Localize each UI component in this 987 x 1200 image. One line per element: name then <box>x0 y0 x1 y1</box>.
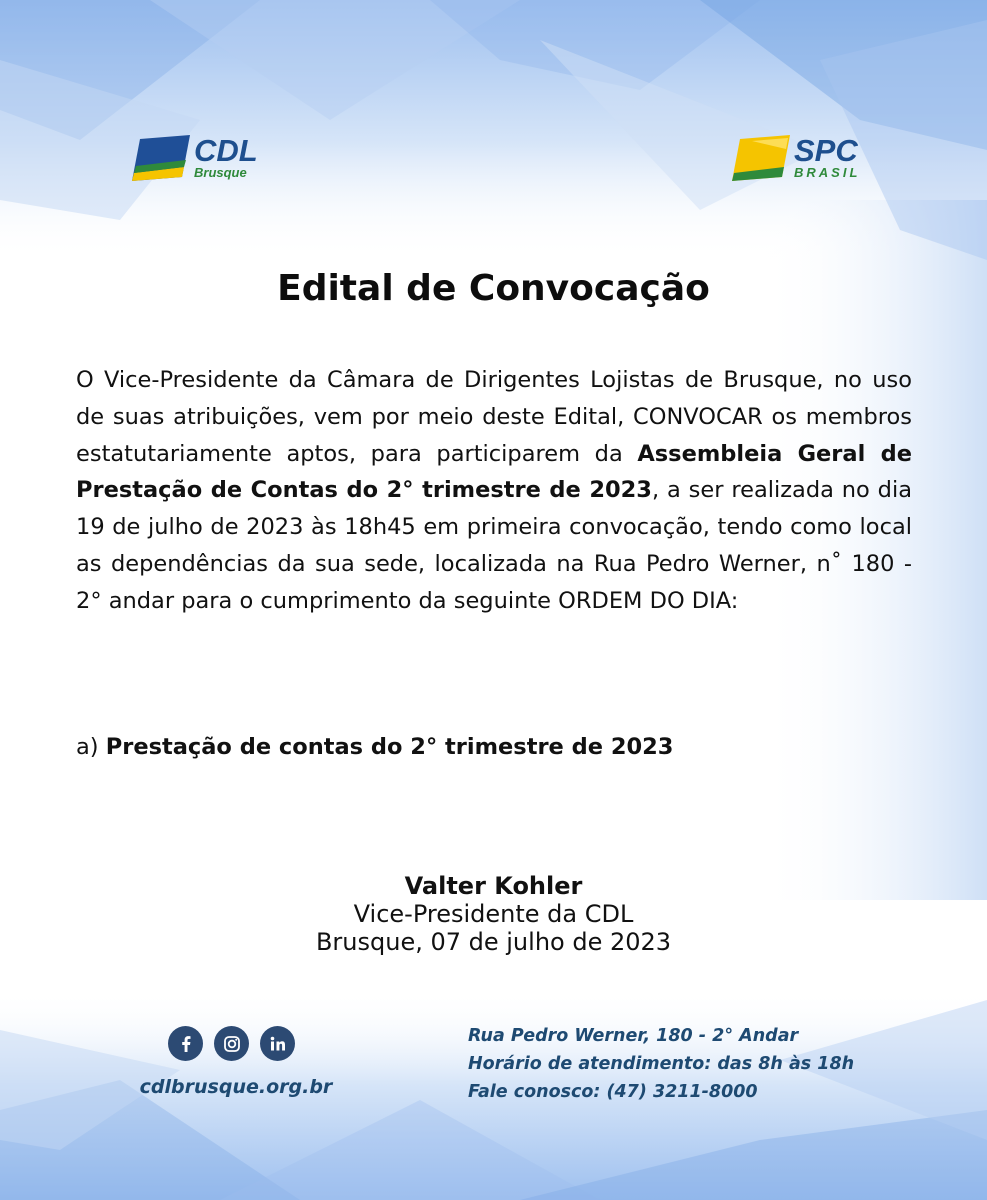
convocation-paragraph <box>76 362 912 620</box>
cdl-logo-sub: Brusque <box>194 165 247 180</box>
cdl-logo-name: CDL <box>194 133 258 168</box>
cdl-logo <box>132 133 258 183</box>
agenda-item-marker: a) <box>76 734 99 760</box>
contact-phone: Fale conosco: (47) 3211-8000 <box>468 1082 758 1102</box>
social-links <box>168 1026 295 1061</box>
website-link[interactable]: cdlbrusque.org.br <box>139 1076 333 1098</box>
signer-name: Valter Kohler <box>404 872 583 900</box>
place-date: Brusque, 07 de julho de 2023 <box>315 928 672 956</box>
paragraph-bold-event: Assembleia Geral de Prestação de Contas do 2° trimestre de 2023 <box>76 440 912 504</box>
spc-logo-sub: BRASIL <box>794 165 861 180</box>
cdl-flag-logo-icon <box>132 133 192 183</box>
contact-address: Rua Pedro Werner, 180 - 2° Andar <box>468 1026 799 1046</box>
spc-flag-logo-icon <box>732 133 792 183</box>
instagram-icon[interactable] <box>214 1026 249 1061</box>
paragraph-text-end: , a ser realizada no dia 19 de julho de 2023 às 18h45 em primeira convocação, tendo como local as dependências da sua sede, localizada na Rua Pedro Werner, n˚ 180 - 2° andar para o cumprimento da seguinte ORDEM DO DIA: <box>76 477 913 614</box>
page-title: Edital de Convocação <box>277 268 710 309</box>
facebook-icon[interactable] <box>168 1026 203 1061</box>
contact-info <box>468 1022 854 1106</box>
signature-block <box>0 872 987 956</box>
signer-role: Vice-Presidente da CDL <box>353 900 634 928</box>
spc-logo-name: SPC <box>794 133 858 168</box>
agenda-item <box>76 731 912 763</box>
agenda-item-text: Prestação de contas do 2° trimestre de 2023 <box>105 734 674 760</box>
paragraph-text-start: O Vice-Presidente da Câmara de Dirigentes Lojistas de Brusque, no uso de suas atribuições, vem por meio deste Edital, CONVOCAR os membros estatutariamente aptos, para participarem da <box>76 367 912 467</box>
spc-logo <box>732 133 860 183</box>
contact-hours: Horário de atendimento: das 8h às 18h <box>468 1054 855 1074</box>
linkedin-icon[interactable] <box>260 1026 295 1061</box>
